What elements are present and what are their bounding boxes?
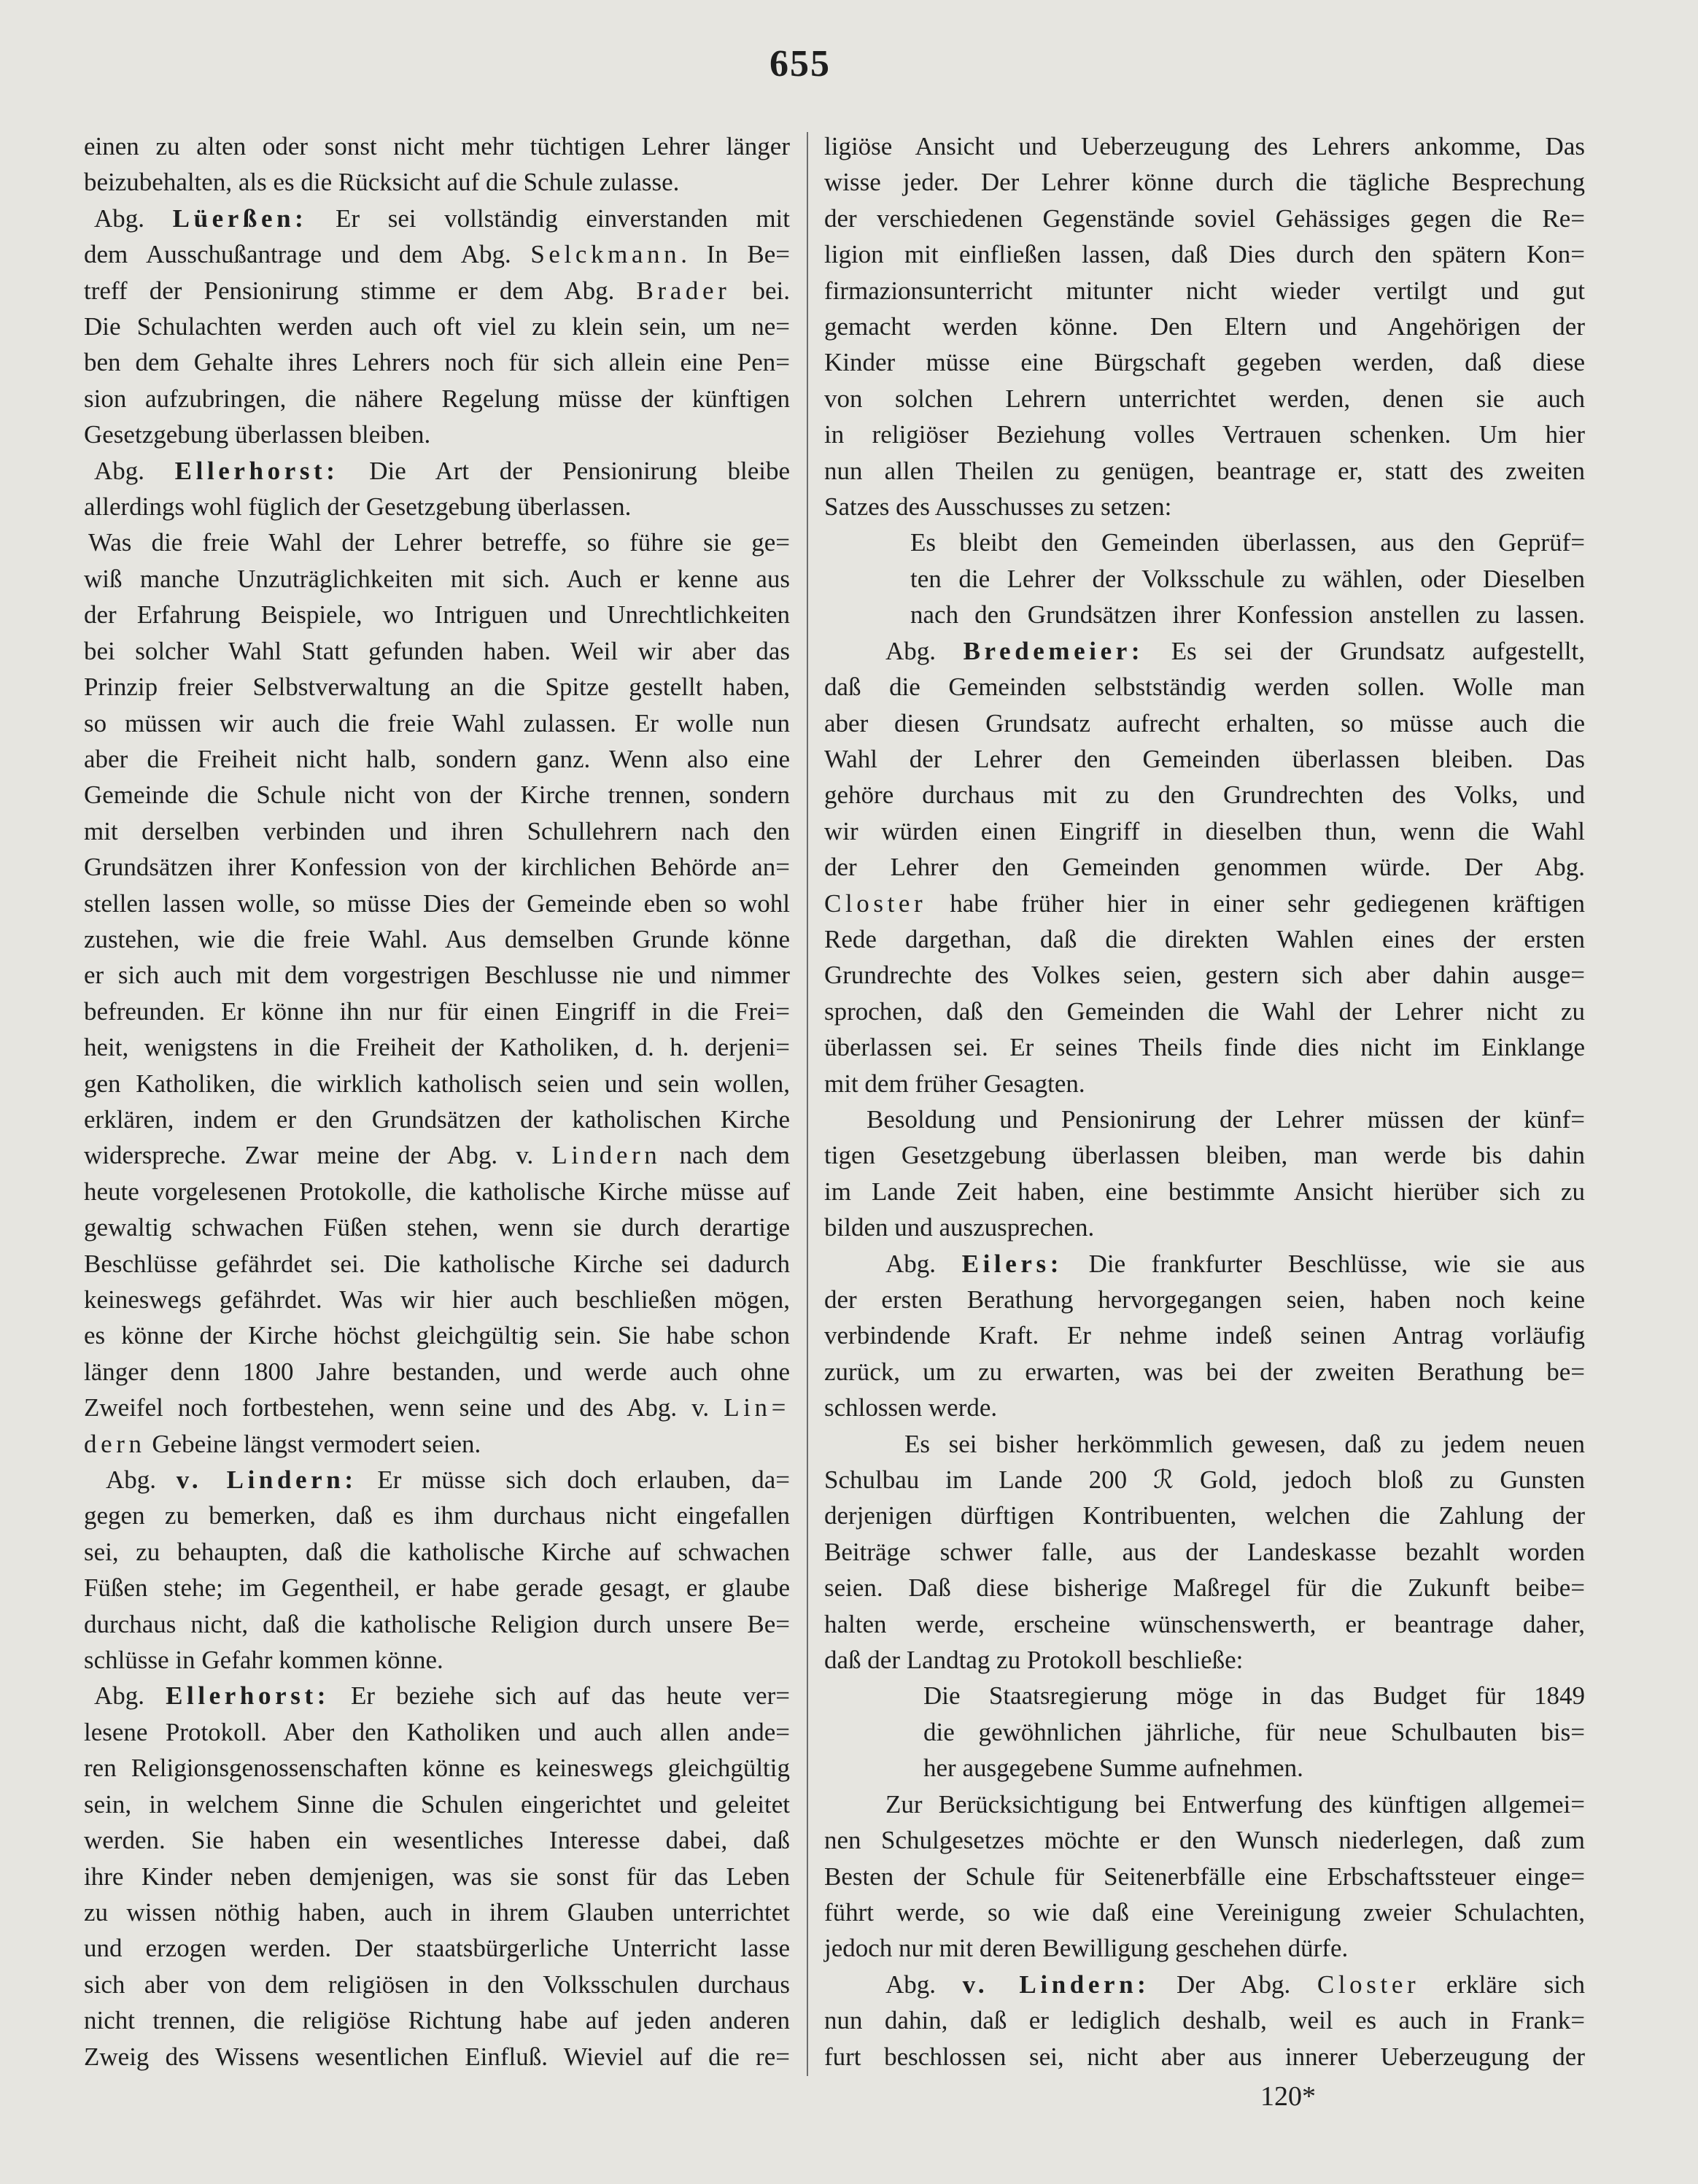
person-name: Brader bbox=[636, 276, 731, 305]
text-run: allerdings wohl füglich der Gesetzgebung überlassen. bbox=[84, 492, 632, 522]
text-run: Die Schulachten werden auch oft viel zu klein sein, um ne= bbox=[84, 312, 790, 341]
text-run: firmazionsunterricht mitunter nicht wieder vertilgt und gut bbox=[824, 276, 1585, 305]
text-run: widerspreche. Zwar meine der Abg. v. bbox=[84, 1141, 552, 1170]
text-line bbox=[84, 344, 790, 380]
text-run: Die Staatsregierung möge in das Budget für 1849 bbox=[923, 1681, 1585, 1711]
text-line bbox=[824, 1209, 1585, 1245]
text-line bbox=[824, 164, 1585, 200]
text-line bbox=[824, 417, 1585, 452]
text-run: Abg. bbox=[94, 456, 175, 485]
paragraph bbox=[824, 524, 1585, 632]
text-run: lesene Protokoll. Aber den Katholiken und auch allen ande= bbox=[84, 1717, 790, 1746]
paragraph bbox=[824, 1426, 1585, 1678]
text-line bbox=[84, 1317, 790, 1353]
text-run: keineswegs gefährdet. Was wir hier auch beschließen mögen, bbox=[84, 1285, 790, 1314]
text-line bbox=[824, 1354, 1585, 1390]
text-line bbox=[84, 489, 790, 524]
text-run: nun allen Theilen zu genügen, beantrage er, statt des zweiten bbox=[824, 456, 1585, 485]
text-line bbox=[923, 1750, 1585, 1786]
text-run: überlassen sei. Er seines Theils finde dies nicht im Einklange bbox=[824, 1033, 1585, 1062]
text-run: der Lehrer den Gemeinden genommen würde. Der Abg. bbox=[824, 853, 1585, 882]
text-run: Abg. bbox=[885, 636, 964, 665]
text-run: ten die Lehrer der Volksschule zu wählen, oder Dieselben bbox=[910, 564, 1585, 593]
text-run: befreunden. Er könne ihn nur für einen Eingriff in die Frei= bbox=[84, 996, 790, 1026]
text-run: derjenigen dürftigen Kontribuenten, welchen die Zahlung der bbox=[824, 1501, 1585, 1530]
text-run: Es sei der Grundsatz aufgestellt, bbox=[1144, 636, 1585, 665]
text-run: verbindende Kraft. Er nehme indeß seinen Antrag vorläufig bbox=[824, 1321, 1585, 1350]
text-line bbox=[824, 1498, 1585, 1533]
text-line bbox=[84, 1282, 790, 1317]
text-run: zu wissen nöthig haben, auch in ihrem Glauben unterrichtet bbox=[84, 1897, 790, 1927]
text-line bbox=[84, 1859, 790, 1894]
text-run: Füßen stehe; im Gegentheil, er habe gerade gesagt, er glaube bbox=[84, 1573, 790, 1603]
text-run: halten werde, erscheine wünschenswerth, er beantrage daher, bbox=[824, 1609, 1585, 1638]
text-run: der verschiedenen Gegenstände soviel Gehässiges gegen die Re= bbox=[824, 204, 1585, 233]
text-run: bei solcher Wahl Statt gefunden haben. Weil wir aber das bbox=[84, 636, 790, 665]
text-line bbox=[824, 633, 1585, 669]
text-run: gehöre durchaus mit zu den Grundrechten des Volks, und bbox=[824, 781, 1585, 810]
text-run: aber die Freiheit nicht halb, sondern ganz. Wenn also eine bbox=[84, 744, 790, 773]
text-run: her ausgegebene Summe aufnehmen. bbox=[923, 1754, 1303, 1783]
text-line bbox=[824, 705, 1585, 741]
text-run: ligion mit einfließen lassen, daß Dies durch den spätern Kon= bbox=[824, 240, 1585, 269]
right-column bbox=[824, 128, 1585, 2075]
speaker-name: Lüerßen: bbox=[172, 204, 308, 233]
text-run: daß der Landtag zu Protokoll beschließe: bbox=[824, 1646, 1244, 1675]
text-line bbox=[824, 1859, 1585, 1894]
text-line bbox=[84, 633, 790, 669]
text-run: Rede dargethan, daß die direkten Wahlen eines der ersten bbox=[824, 924, 1585, 953]
text-run: ren Religionsgenossenschaften könne es keineswegs gleichgültig bbox=[84, 1754, 790, 1783]
person-name: Closter bbox=[1317, 1970, 1420, 1999]
text-run: aber diesen Grundsatz aufrecht erhalten, so müsse auch die bbox=[824, 708, 1585, 737]
text-run: der ersten Berathung hervorgegangen seien, haben noch keine bbox=[824, 1285, 1585, 1314]
text-line bbox=[824, 1930, 1585, 1966]
text-line bbox=[84, 1101, 790, 1137]
text-run: Schulbau im Lande 200 ℛ Gold, jedoch bloß zu Gunsten bbox=[824, 1465, 1585, 1495]
text-line bbox=[824, 849, 1585, 885]
text-line bbox=[84, 164, 790, 200]
text-run: nun dahin, daß er lediglich deshalb, weil es auch in Frank= bbox=[824, 2006, 1585, 2035]
text-line bbox=[824, 344, 1585, 380]
text-line bbox=[824, 886, 1585, 921]
text-line bbox=[84, 1174, 790, 1209]
text-line bbox=[824, 1137, 1585, 1173]
text-run: wir würden einen Eingriff in dieselben thun, wenn die Wahl bbox=[824, 816, 1585, 845]
text-line bbox=[824, 1462, 1585, 1498]
text-run: Die Art der Pensionirung bleibe bbox=[338, 456, 790, 485]
text-line bbox=[84, 236, 790, 272]
text-run: Es bleibt den Gemeinden überlassen, aus den Geprüf= bbox=[910, 528, 1585, 557]
paragraph bbox=[84, 524, 790, 1462]
text-line bbox=[824, 1822, 1585, 1858]
text-line bbox=[84, 1678, 790, 1713]
text-line bbox=[84, 813, 790, 849]
text-line bbox=[910, 524, 1585, 560]
text-line bbox=[824, 2039, 1585, 2075]
text-line bbox=[84, 1967, 790, 2002]
text-line bbox=[824, 2002, 1585, 2038]
text-run: Abg. bbox=[885, 1970, 963, 1999]
text-run: tigen Gesetzgebung überlassen bleiben, man werde bis dahin bbox=[824, 1141, 1585, 1170]
text-run: Zur Berücksichtigung bei Entwerfung des künftigen allgemei= bbox=[885, 1789, 1585, 1819]
text-run: erklären, indem er den Grundsätzen der katholischen Kirche bbox=[84, 1104, 790, 1134]
text-line bbox=[84, 1642, 790, 1678]
text-line bbox=[824, 273, 1585, 309]
text-line bbox=[84, 741, 790, 777]
text-line bbox=[84, 1930, 790, 1966]
text-run: Zweifel noch fortbestehen, wenn seine und des Abg. v. bbox=[84, 1393, 724, 1422]
text-run: Der Abg. bbox=[1150, 1970, 1317, 1999]
text-line bbox=[84, 1462, 790, 1498]
text-line bbox=[84, 1822, 790, 1858]
text-run: sprochen, daß den Gemeinden die Wahl der Lehrer nicht zu bbox=[824, 996, 1585, 1026]
text-run: ihre Kinder neben demjenigen, was sie sonst für das Leben bbox=[84, 1862, 790, 1891]
text-line bbox=[84, 777, 790, 813]
person-name: Lindern bbox=[551, 1141, 662, 1170]
text-run: durchaus nicht, daß die katholische Religion durch unsere Be= bbox=[84, 1609, 790, 1638]
text-line bbox=[824, 128, 1585, 164]
text-line bbox=[824, 201, 1585, 236]
paragraph bbox=[824, 128, 1585, 524]
text-run: Er sei vollständig einverstanden mit bbox=[307, 204, 790, 233]
text-line bbox=[824, 669, 1585, 705]
person-name: Closter bbox=[824, 888, 927, 918]
text-run: gewaltig schwachen Füßen stehen, wenn sie durch derartige bbox=[84, 1213, 790, 1242]
paragraph bbox=[824, 633, 1585, 1101]
text-run: mit dem früher Gesagten. bbox=[824, 1069, 1085, 1098]
text-line bbox=[824, 921, 1585, 957]
text-line bbox=[84, 1354, 790, 1390]
text-run: er sich auch mit dem vorgestrigen Beschlusse nie und nimmer bbox=[84, 961, 790, 990]
text-line bbox=[923, 1678, 1585, 1713]
text-run: seien. Daß diese bisherige Maßregel für die Zukunft beibe= bbox=[824, 1573, 1585, 1603]
text-run: führt werde, so wie daß eine Vereinigung zweier Schulachten, bbox=[824, 1897, 1585, 1927]
text-line bbox=[84, 1426, 790, 1462]
speaker-name: v. Lindern: bbox=[962, 1970, 1150, 1999]
text-run: heit, wenigstens in die Freiheit der Katholiken, d. h. derjeni= bbox=[84, 1033, 790, 1062]
text-run: Was die freie Wahl der Lehrer betreffe, so führe sie ge= bbox=[88, 528, 790, 557]
text-run: Wahl der Lehrer den Gemeinden überlassen bleiben. Das bbox=[824, 744, 1585, 773]
text-run: Abg. bbox=[94, 204, 173, 233]
text-run: es könne der Kirche höchst gleichgültig sein. Sie habe schon bbox=[84, 1321, 790, 1350]
text-line bbox=[84, 201, 790, 236]
text-line bbox=[824, 1426, 1585, 1462]
text-line bbox=[824, 236, 1585, 272]
text-run: Abg. bbox=[885, 1249, 962, 1278]
text-line bbox=[824, 813, 1585, 849]
text-run: nicht trennen, die religiöse Richtung habe auf jeden anderen bbox=[84, 2006, 790, 2035]
text-line bbox=[824, 1029, 1585, 1065]
text-run: erkläre sich bbox=[1419, 1970, 1586, 1999]
text-line bbox=[84, 524, 790, 560]
text-run: Satzes des Ausschusses zu setzen: bbox=[824, 492, 1172, 522]
text-run: habe früher hier in einer sehr gediegenen kräftigen bbox=[926, 888, 1585, 918]
text-line bbox=[84, 309, 790, 344]
paragraph bbox=[84, 201, 790, 453]
text-line bbox=[84, 2039, 790, 2075]
text-line bbox=[910, 561, 1585, 597]
paragraph bbox=[824, 1246, 1585, 1426]
text-run: ben dem Gehalte ihres Lehrers noch für sich allein eine Pen= bbox=[84, 348, 790, 377]
text-run: Prinzip freier Selbstverwaltung an die Spitze gestellt haben, bbox=[84, 673, 790, 702]
text-run: Gebeine längst vermodert seien. bbox=[145, 1429, 481, 1458]
text-line bbox=[824, 1786, 1585, 1822]
paragraph bbox=[824, 1678, 1585, 1786]
text-run: dem Ausschußantrage und dem Abg. bbox=[84, 240, 531, 269]
text-run: Abg. bbox=[106, 1465, 177, 1495]
text-line bbox=[824, 1606, 1585, 1642]
paragraph bbox=[824, 1101, 1585, 1246]
text-run: im Lande Zeit haben, eine bestimmte Ansicht hierüber sich zu bbox=[824, 1177, 1585, 1206]
text-run: schlossen werde. bbox=[824, 1393, 998, 1422]
person-name: Selckmann bbox=[530, 240, 681, 269]
text-line bbox=[84, 273, 790, 309]
speaker-name: Bredemeier: bbox=[963, 636, 1144, 665]
speaker-name: Eilers: bbox=[961, 1249, 1063, 1278]
text-line bbox=[84, 1714, 790, 1750]
text-line bbox=[910, 597, 1585, 632]
text-run: schlüsse in Gefahr kommen könne. bbox=[84, 1646, 443, 1675]
text-run: sei, zu behaupten, daß die katholische Kirche auf schwachen bbox=[84, 1537, 790, 1566]
text-run: bei. bbox=[730, 276, 790, 305]
paragraph bbox=[824, 1786, 1585, 1967]
text-line bbox=[824, 453, 1585, 489]
text-run: mit derselben verbinden und ihren Schullehrern nach den bbox=[84, 816, 790, 845]
text-line bbox=[84, 128, 790, 164]
text-line bbox=[84, 2002, 790, 2038]
text-line bbox=[824, 1390, 1585, 1425]
column-divider bbox=[807, 132, 808, 2076]
text-run: Er müsse sich doch erlauben, da= bbox=[357, 1465, 790, 1495]
text-line bbox=[84, 1786, 790, 1822]
text-run: Beiträge schwer falle, aus der Landeskasse bezahlt worden bbox=[824, 1537, 1585, 1566]
text-line bbox=[84, 1750, 790, 1786]
text-run: zustehen, wie die freie Wahl. Aus demselben Grunde könne bbox=[84, 924, 790, 953]
text-run: sion aufzubringen, die nähere Regelung müsse der künftigen bbox=[84, 384, 790, 413]
text-line bbox=[824, 309, 1585, 344]
text-line bbox=[84, 561, 790, 597]
text-run: Grundrechte des Volkes seien, gestern sich aber dahin ausge= bbox=[824, 961, 1585, 990]
text-run: Die frankfurter Beschlüsse, wie sie aus bbox=[1062, 1249, 1585, 1278]
text-run: nen Schulgesetzes möchte er den Wunsch niederlegen, daß zum bbox=[824, 1826, 1585, 1855]
person-name: Lin= bbox=[724, 1393, 790, 1422]
text-line bbox=[84, 886, 790, 921]
text-line bbox=[84, 1606, 790, 1642]
text-line bbox=[824, 1246, 1585, 1282]
text-run: in religiöser Beziehung volles Vertrauen schenken. Um hier bbox=[824, 420, 1585, 449]
text-run: der Erfahrung Beispiele, wo Intriguen und Unrechtlichkeiten bbox=[84, 600, 790, 630]
text-run: Grundsätzen ihrer Konfession von der kirchlichen Behörde an= bbox=[84, 853, 790, 882]
person-name: dern bbox=[84, 1429, 146, 1458]
text-run: und erzogen werden. Der staatsbürgerliche Unterricht lasse bbox=[84, 1934, 790, 1963]
text-run: die gewöhnlichen jährliche, für neue Schulbauten bis= bbox=[923, 1717, 1585, 1746]
paragraph bbox=[84, 1462, 790, 1678]
text-line bbox=[824, 489, 1585, 524]
text-line bbox=[84, 1066, 790, 1101]
text-run: Zweig des Wissens wesentlichen Einfluß. Wieviel auf die re= bbox=[84, 2042, 790, 2071]
paragraph bbox=[84, 1678, 790, 2074]
text-run: Abg. bbox=[94, 1681, 166, 1711]
text-run: Beschlüsse gefährdet sei. Die katholische Kirche sei dadurch bbox=[84, 1249, 790, 1278]
text-line bbox=[824, 1570, 1585, 1606]
text-run: sein, in welchem Sinne die Schulen eingerichtet und geleitet bbox=[84, 1789, 790, 1819]
text-line bbox=[84, 957, 790, 993]
text-line bbox=[84, 669, 790, 705]
text-line bbox=[84, 1570, 790, 1606]
text-line bbox=[84, 381, 790, 417]
text-line bbox=[824, 1174, 1585, 1209]
text-run: Er beziehe sich auf das heute ver= bbox=[329, 1681, 790, 1711]
page-number: 655 bbox=[769, 43, 831, 85]
text-line bbox=[84, 597, 790, 632]
text-line bbox=[84, 1534, 790, 1570]
text-run: Es sei bisher herkömmlich gewesen, daß zu jedem neuen bbox=[904, 1429, 1585, 1458]
text-line bbox=[824, 1066, 1585, 1101]
text-line bbox=[84, 1894, 790, 1930]
text-line bbox=[824, 994, 1585, 1029]
text-run: einen zu alten oder sonst nicht mehr tüchtigen Lehrer länger bbox=[84, 132, 790, 160]
text-line bbox=[824, 1282, 1585, 1317]
text-run: daß die Gemeinden selbstständig werden sollen. Wolle man bbox=[824, 673, 1585, 702]
text-run: wiß manche Unzuträglichkeiten mit sich. Auch er kenne aus bbox=[84, 564, 790, 593]
paragraph bbox=[824, 1967, 1585, 2075]
text-line bbox=[824, 957, 1585, 993]
text-line bbox=[824, 1534, 1585, 1570]
speaker-name: Ellerhorst: bbox=[174, 456, 339, 485]
text-run: werden. Sie haben ein wesentliches Interesse dabei, daß bbox=[84, 1826, 790, 1855]
text-line bbox=[824, 381, 1585, 417]
text-run: jedoch nur mit deren Bewilligung geschehen dürfe. bbox=[824, 1934, 1349, 1963]
text-run: zurück, um zu erwarten, was bei der zweiten Berathung be= bbox=[824, 1357, 1585, 1386]
text-run: furt beschlossen sei, nicht aber aus innerer Ueberzeugung der bbox=[824, 2042, 1585, 2071]
text-line bbox=[824, 1967, 1585, 2002]
speaker-name: Ellerhorst: bbox=[166, 1681, 330, 1711]
text-run: beizubehalten, als es die Rücksicht auf die Schule zulasse. bbox=[84, 168, 680, 197]
text-run: länger denn 1800 Jahre bestanden, und werde auch ohne bbox=[84, 1357, 790, 1386]
text-run: wisse jeder. Der Lehrer könne durch die tägliche Besprechung bbox=[824, 168, 1585, 197]
text-line bbox=[84, 705, 790, 741]
text-line bbox=[84, 849, 790, 885]
left-column bbox=[84, 128, 790, 2075]
text-line bbox=[824, 1101, 1585, 1137]
text-line bbox=[824, 741, 1585, 777]
text-run: stellen lassen wolle, so müsse Dies der Gemeinde eben so wohl bbox=[84, 888, 790, 918]
text-run: . In Be= bbox=[681, 240, 790, 269]
text-run: so müssen wir auch die freie Wahl zulassen. Er wolle nun bbox=[84, 708, 790, 737]
text-line bbox=[84, 1029, 790, 1065]
text-line bbox=[84, 453, 790, 489]
text-run: Gesetzgebung überlassen bleiben. bbox=[84, 420, 431, 449]
text-line bbox=[84, 921, 790, 957]
text-line bbox=[923, 1714, 1585, 1750]
text-run: ligiöse Ansicht und Ueberzeugung des Lehrers ankomme, Das bbox=[824, 132, 1585, 160]
paragraph bbox=[84, 453, 790, 525]
text-line bbox=[84, 417, 790, 452]
text-run: gegen zu bemerken, daß es ihm durchaus nicht eingefallen bbox=[84, 1501, 790, 1530]
text-run: Besten der Schule für Seitenerbfälle eine Erbschaftssteuer einge= bbox=[824, 1862, 1585, 1891]
text-run: Gemeinde die Schule nicht von der Kirche trennen, sondern bbox=[84, 781, 790, 810]
text-line bbox=[84, 1390, 790, 1425]
text-run: nach dem bbox=[661, 1141, 790, 1170]
text-run: Besoldung und Pensionirung der Lehrer müssen der künf= bbox=[867, 1104, 1585, 1134]
text-run: bilden und auszusprechen. bbox=[824, 1213, 1095, 1242]
text-line bbox=[824, 1642, 1585, 1678]
text-line bbox=[824, 1317, 1585, 1353]
text-run: von solchen Lehrern unterrichtet werden, denen sie auch bbox=[824, 384, 1585, 413]
text-line bbox=[824, 1894, 1585, 1930]
paragraph bbox=[84, 128, 790, 201]
text-run: Kinder müsse eine Bürgschaft gegeben werden, daß diese bbox=[824, 348, 1585, 377]
sheet-signature: 120* bbox=[1260, 2081, 1316, 2112]
text-line bbox=[84, 1498, 790, 1533]
text-run: nach den Grundsätzen ihrer Konfession anstellen zu lassen. bbox=[910, 600, 1585, 630]
text-run: gemacht werden könne. Den Eltern und Angehörigen der bbox=[824, 312, 1585, 341]
text-run: gen Katholiken, die wirklich katholisch seien und sein wollen, bbox=[84, 1069, 790, 1098]
text-line bbox=[84, 994, 790, 1029]
speaker-name: v. Lindern: bbox=[176, 1465, 357, 1495]
text-line bbox=[84, 1209, 790, 1245]
text-run: heute vorgelesenen Protokolle, die katholische Kirche müsse auf bbox=[84, 1177, 790, 1206]
text-line bbox=[84, 1246, 790, 1282]
text-line bbox=[84, 1137, 790, 1173]
text-run: sich aber von dem religiösen in den Volksschulen durchaus bbox=[84, 1970, 790, 1999]
text-run: treff der Pensionirung stimme er dem Abg. bbox=[84, 276, 637, 305]
text-line bbox=[824, 777, 1585, 813]
